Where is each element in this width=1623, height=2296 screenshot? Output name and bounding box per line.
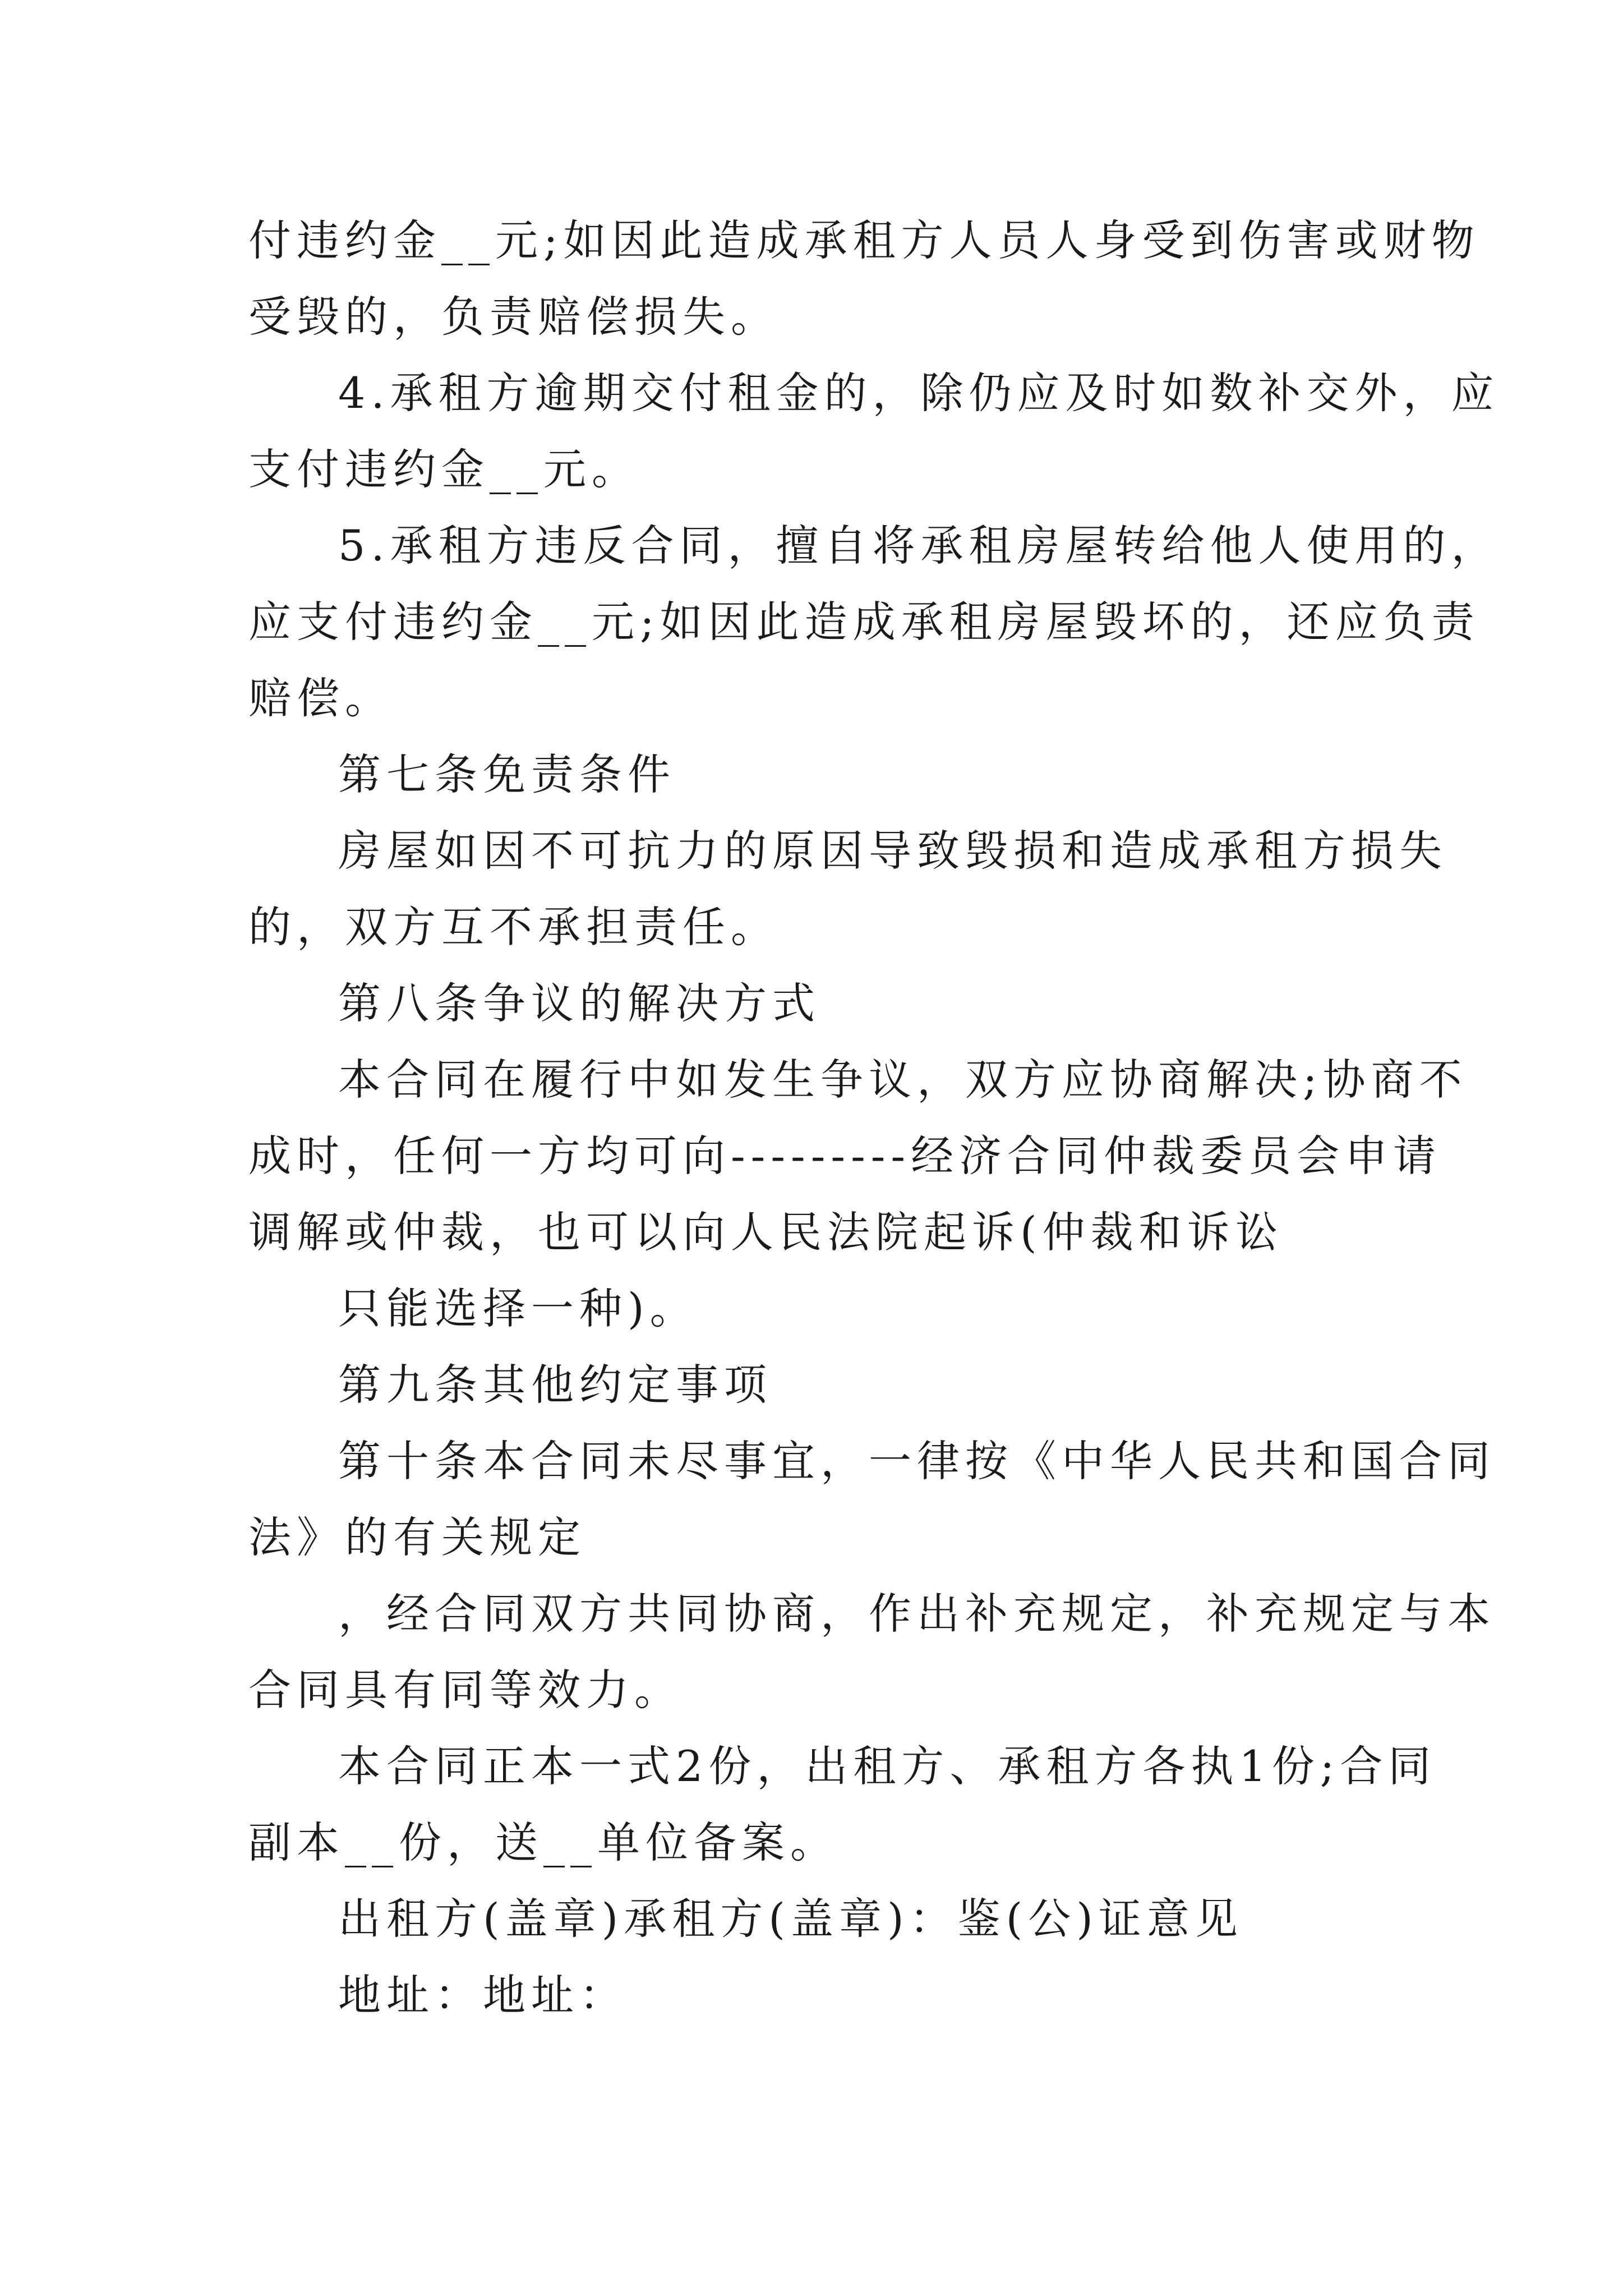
text-line: 本合同在履行中如发生争议，双方应协商解决;协商不 (338, 1055, 1468, 1105)
text-line: 房屋如因不可抗力的原因导致毁损和造成承租方损失 (338, 826, 1447, 876)
text-line: 4.承租方逾期交付租金的，除仍应及时如数补交外，应 (338, 368, 1500, 418)
text-line: 副本__份，送__单位备案。 (248, 1818, 838, 1867)
text-line: ，经合同双方共同协商，作出补充规定，补充规定与本 (338, 1589, 1496, 1639)
signature-line: 出租方(盖章)承租方(盖章)：鉴(公)证意见 (338, 1894, 1243, 1944)
text-line: 应支付违约金__元;如因此造成承租房屋毁坏的，还应负责 (248, 597, 1480, 647)
text-line: 支付违约金__元。 (248, 444, 640, 494)
text-line: 赔偿。 (248, 673, 393, 723)
text-line: 5.承租方违反合同，擅自将承租房屋转给他人使用的， (338, 521, 1500, 570)
text-line: 法》的有关规定 (248, 1512, 586, 1562)
text-line: 合同具有同等效力。 (248, 1665, 683, 1715)
section-heading: 第十条本合同未尽事宜，一律按《中华人民共和国合同 (338, 1436, 1496, 1486)
text-line: 只能选择一种)。 (338, 1283, 698, 1333)
text-line: 付违约金__元;如因此造成承租方人员人身受到伤害或财物 (248, 215, 1480, 265)
address-line: 地址：地址： (338, 1970, 628, 2020)
section-heading: 第九条其他约定事项 (338, 1360, 772, 1410)
text-line: 的，双方互不承担责任。 (248, 902, 779, 952)
text-line: 成时，任何一方均可向---------经济合同仲裁委员会申请 (248, 1131, 1442, 1181)
text-line: 调解或仲裁，也可以向人民法院起诉(仲裁和诉讼 (248, 1207, 1284, 1257)
section-heading: 第八条争议的解决方式 (338, 978, 820, 1028)
text-line: 本合同正本一式2份，出租方、承租方各执1份;合同 (338, 1741, 1437, 1791)
text-line: 受毁的，负责赔偿损失。 (248, 292, 779, 342)
section-heading: 第七条免责条件 (338, 749, 676, 799)
